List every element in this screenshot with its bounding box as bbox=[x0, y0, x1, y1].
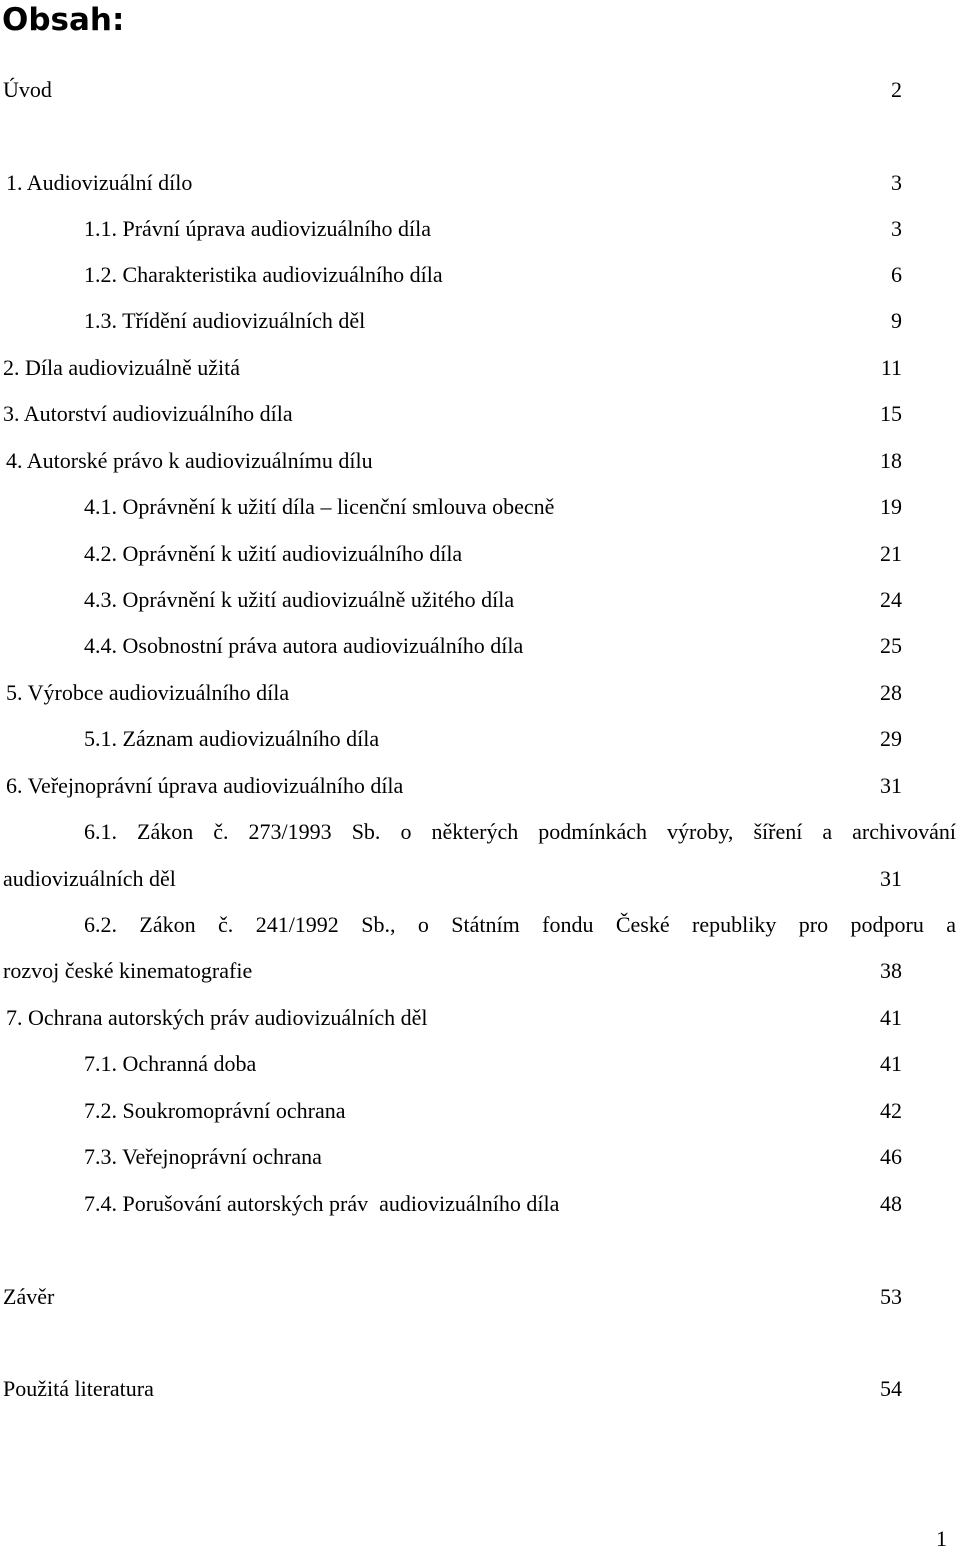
toc-entry-1-3 bbox=[0, 306, 960, 336]
toc-entry-label: 6. Veřejnoprávní úprava audiovizuálního díla bbox=[6, 773, 404, 798]
toc-entry-label: 3. Autorství audiovizuálního díla bbox=[3, 401, 293, 426]
toc-entry-4-1 bbox=[0, 492, 960, 522]
toc-entry-4-3 bbox=[0, 585, 960, 615]
toc-entry-page: 24 bbox=[880, 587, 902, 612]
toc-entry-label: 4.3. Oprávnění k užití audiovizuálně užitého díla bbox=[84, 587, 515, 612]
toc-entry-page: 21 bbox=[880, 541, 902, 566]
toc-entry-page: 48 bbox=[880, 1191, 902, 1216]
toc-entry-page: 31 bbox=[880, 866, 902, 891]
toc-entry-page: 38 bbox=[880, 958, 902, 983]
toc-entry-6-2-line1: 6.2. Zákon č. 241/1992 Sb., o Státním fondu České republiky pro podporu a bbox=[84, 912, 956, 937]
toc-entry-label: Použitá literatura bbox=[3, 1376, 154, 1401]
toc-entry-4-4 bbox=[0, 631, 960, 661]
toc-entry-6-2-line2 bbox=[0, 956, 960, 986]
toc-entry-7-3 bbox=[0, 1142, 960, 1172]
toc-entry-label: 7. Ochrana autorských práv audiovizuálních děl bbox=[6, 1005, 428, 1030]
toc-entry-label: Úvod bbox=[3, 77, 52, 102]
toc-entry-6-1-line2 bbox=[0, 864, 960, 894]
toc-entry-page: 18 bbox=[880, 448, 902, 473]
toc-entry-page: 19 bbox=[880, 494, 902, 519]
toc-entry-page: 28 bbox=[880, 680, 902, 705]
page-title: Obsah: bbox=[2, 2, 125, 38]
toc-entry-uvod bbox=[0, 75, 960, 105]
toc-entry-label: 7.2. Soukromoprávní ochrana bbox=[84, 1098, 346, 1123]
toc-entry-label: Závěr bbox=[3, 1284, 55, 1309]
toc-entry-page: 31 bbox=[880, 773, 902, 798]
toc-entry-page: 41 bbox=[880, 1051, 902, 1076]
toc-entry-2 bbox=[0, 353, 960, 383]
toc-entry-label: 7.3. Veřejnoprávní ochrana bbox=[84, 1144, 322, 1169]
toc-entry-label: 4.4. Osobnostní práva autora audiovizuálního díla bbox=[84, 633, 524, 658]
toc-entry-label: 5. Výrobce audiovizuálního díla bbox=[6, 680, 290, 705]
toc-entry-page: 15 bbox=[880, 401, 902, 426]
toc-entry-4-2 bbox=[0, 539, 960, 569]
toc-entry-7 bbox=[0, 1003, 960, 1033]
toc-entry-label: 4.2. Oprávnění k užití audiovizuálního díla bbox=[84, 541, 463, 566]
toc-entry-label: 1.2. Charakteristika audiovizuálního díla bbox=[84, 262, 443, 287]
toc-entry-label: 5.1. Záznam audiovizuálního díla bbox=[84, 726, 380, 751]
toc-entry-page: 46 bbox=[880, 1144, 902, 1169]
toc-entry-5-1 bbox=[0, 724, 960, 754]
toc-entry-label: 7.1. Ochranná doba bbox=[84, 1051, 257, 1076]
toc-entry-page: 42 bbox=[880, 1098, 902, 1123]
toc-entry-label: 4. Autorské právo k audiovizuálnímu dílu bbox=[6, 448, 373, 473]
toc-entry-4 bbox=[0, 446, 960, 476]
toc-entry-page: 9 bbox=[891, 308, 902, 333]
toc-entry-label: 1.3. Třídění audiovizuálních děl bbox=[84, 308, 366, 333]
toc-entry-3 bbox=[0, 399, 960, 429]
toc-entry-7-4 bbox=[0, 1189, 960, 1219]
toc-entry-6-1-line1: 6.1. Zákon č. 273/1993 Sb. o některých podmínkách výroby, šíření a archivování bbox=[84, 819, 956, 844]
toc-entry-literatura bbox=[0, 1374, 960, 1404]
toc-entry-6 bbox=[0, 771, 960, 801]
toc-entry-label: rozvoj české kinematografie bbox=[3, 958, 253, 983]
toc-entry-page: 41 bbox=[880, 1005, 902, 1030]
toc-entry-page: 6 bbox=[891, 262, 902, 287]
toc-entry-label: 1. Audiovizuální dílo bbox=[6, 170, 193, 195]
toc-entry-7-2 bbox=[0, 1096, 960, 1126]
toc-entry-page: 29 bbox=[880, 726, 902, 751]
toc-entry-label: 2. Díla audiovizuálně užitá bbox=[3, 355, 241, 380]
toc-entry-label: audiovizuálních děl bbox=[3, 866, 176, 891]
toc-entry-5 bbox=[0, 678, 960, 708]
toc-entry-page: 25 bbox=[880, 633, 902, 658]
toc-entry-7-1 bbox=[0, 1049, 960, 1079]
toc-entry-zaver bbox=[0, 1282, 960, 1312]
toc-entry-page: 11 bbox=[880, 355, 902, 380]
toc-entry-1 bbox=[0, 168, 960, 198]
toc-entry-1-2 bbox=[0, 260, 960, 290]
toc-entry-page: 3 bbox=[891, 216, 902, 241]
toc-entry-label: 4.1. Oprávnění k užití díla – licenční smlouva obecně bbox=[84, 494, 555, 519]
toc-entry-1-1 bbox=[0, 214, 960, 244]
toc-entry-label: 7.4. Porušování autorských práv audiovizuálního díla bbox=[84, 1191, 560, 1216]
page-number: 1 bbox=[936, 1526, 947, 1551]
toc-entry-page: 2 bbox=[891, 77, 902, 102]
toc-entry-label: 1.1. Právní úprava audiovizuálního díla bbox=[84, 216, 432, 241]
toc-entry-page: 3 bbox=[891, 170, 902, 195]
toc-entry-page: 53 bbox=[880, 1284, 902, 1309]
toc-entry-page: 54 bbox=[880, 1376, 902, 1401]
